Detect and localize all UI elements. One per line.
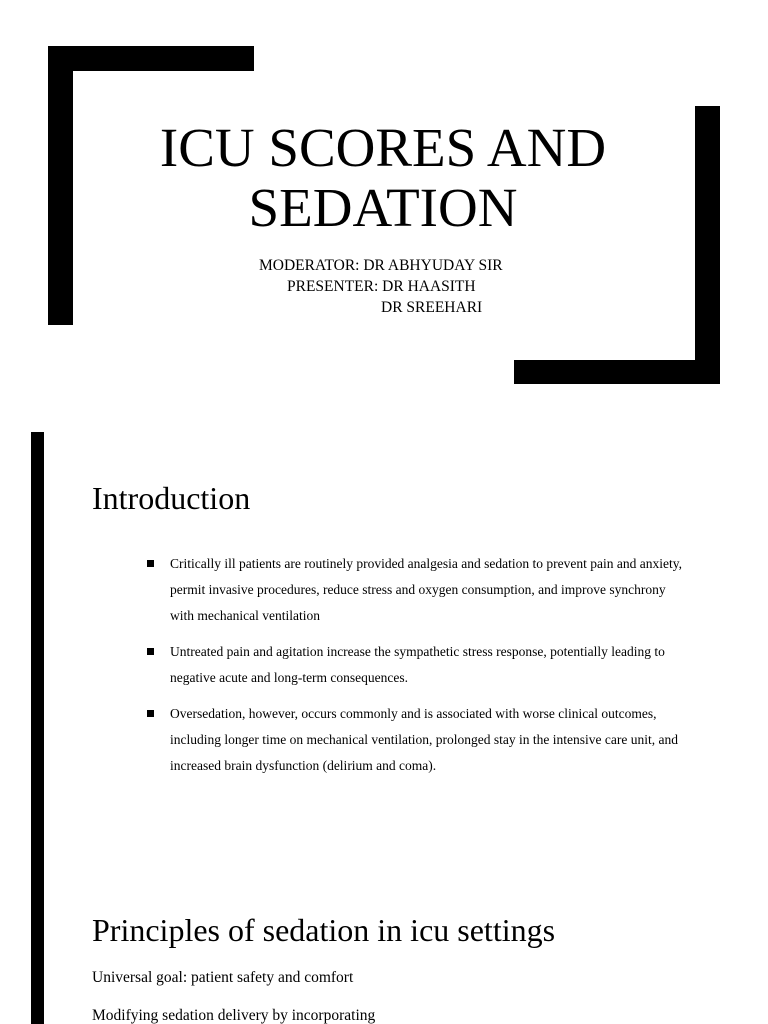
- frame-corner-top-left-horizontal: [48, 46, 254, 71]
- presentation-title: [100, 118, 666, 238]
- frame-corner-top-left-vertical: [48, 46, 73, 325]
- moderator-line: MODERATOR: DR ABHYUDAY SIR: [259, 257, 503, 274]
- list-item: [147, 551, 687, 629]
- bullet-text: Oversedation, however, occurs commonly and is associated with worse clinical outcomes, including longer time on mechanical ventilation, prolonged stay in the intensive care unit, and increased brain dysfunction (delirium and coma).: [170, 706, 678, 773]
- bullet-list: [147, 551, 687, 789]
- list-item: [147, 701, 687, 779]
- left-accent-bar: [31, 866, 44, 1024]
- list-item: [147, 639, 687, 691]
- frame-corner-bottom-right-horizontal: [514, 360, 720, 384]
- square-bullet-icon: [147, 710, 154, 717]
- slide-heading: Introduction: [92, 480, 251, 516]
- goal-text: Universal goal: patient safety and comfort: [92, 969, 354, 986]
- left-accent-bar: [31, 432, 44, 866]
- introduction-slide: [0, 432, 768, 866]
- slide-heading: Principles of sedation in icu settings: [92, 912, 556, 948]
- frame-corner-bottom-right-vertical: [695, 106, 720, 384]
- presenter-line: PRESENTER: DR HAASITH: [287, 278, 476, 295]
- square-bullet-icon: [147, 648, 154, 655]
- bullet-text: Untreated pain and agitation increase the sympathetic stress response, potentially leading to negative acute and long-term consequences.: [170, 644, 665, 685]
- bullet-text: Critically ill patients are routinely provided analgesia and sedation to prevent pain and anxiety, permit invasive procedures, reduce stress and oxygen consumption, and improve synchrony with mechanical ventilation: [170, 556, 682, 623]
- title-line-2: SEDATION: [248, 177, 518, 238]
- presenter-second-line: DR SREEHARI: [381, 299, 483, 316]
- title-slide: [0, 0, 768, 430]
- title-line-1: ICU SCORES AND: [159, 117, 607, 178]
- square-bullet-icon: [147, 560, 154, 567]
- principles-slide: [0, 866, 768, 1024]
- modifying-text: Modifying sedation delivery by incorporating: [92, 1007, 376, 1024]
